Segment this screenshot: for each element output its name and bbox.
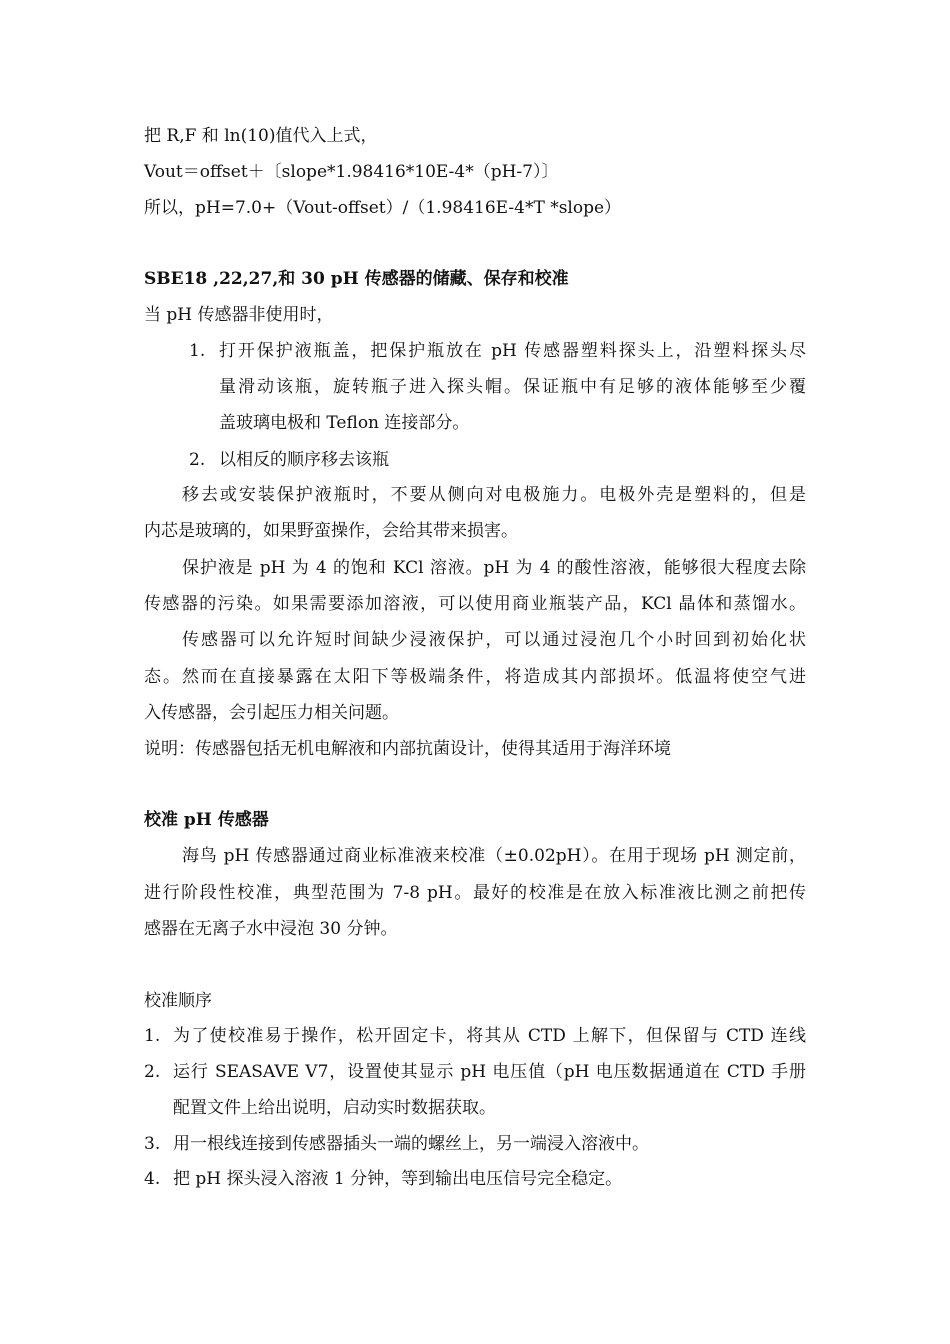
storage-step-1-line-3: 盖玻璃电极和 Teflon 连接部分。	[219, 413, 470, 433]
calibration-para-line-3: 感器在无离子水中浸泡 30 分钟。	[144, 919, 398, 939]
calibration-step-2-line-2: 配置文件上给出说明，启动实时数据获取。	[173, 1098, 496, 1118]
storage-step-1-line-2: 量滑动该瓶，旋转瓶子进入探头帽。保证瓶中有足够的液体能够至少覆	[219, 377, 806, 397]
calibration-step-2-line-1: 运行 SEASAVE V7，设置使其显示 pH 电压值（pH 电压数据通道在 CTD 手册	[173, 1062, 806, 1082]
storage-step-2-line-1: 以相反的顺序移去该瓶	[219, 450, 389, 470]
formula-line-1: 把 R,F 和 ln(10)值代入上式，	[144, 126, 378, 146]
storage-para-3-line-1: 传感器可以允许短时间缺少浸液保护，可以通过浸泡几个小时回到初始化状	[182, 630, 806, 650]
calibration-para-line-2: 进行阶段性校准，典型范围为 7-8 pH。最好的校准是在放入标准液比测之前把传	[144, 883, 806, 903]
calibration-step-3-number: 3.	[144, 1134, 161, 1154]
formula-line-2: Vout＝offset＋〔slope*1.98416*10E-4*（pH-7）〕	[144, 162, 559, 182]
storage-para-1-line-2: 内芯是玻璃的，如果野蛮操作，会给其带来损害。	[144, 521, 518, 541]
storage-para-2-line-1: 保护液是 pH 为 4 的饱和 KCl 溶液。pH 为 4 的酸性溶液，能够很大程度去除	[182, 558, 806, 578]
storage-para-2-line-2: 传感器的污染。如果需要添加溶液，可以使用商业瓶装产品，KCl 晶体和蒸馏水。	[144, 594, 806, 614]
storage-para-1-line-1: 移去或安装保护液瓶时，不要从侧向对电极施力。电极外壳是塑料的，但是	[182, 485, 806, 505]
storage-para-3-line-3: 入传感器，会引起压力相关问题。	[144, 703, 399, 723]
calibration-para-line-1: 海鸟 pH 传感器通过商业标准液来校准（±0.02pH）。在用于现场 pH 测定前，	[182, 846, 806, 866]
formula-line-3: 所以，pH=7.0+（Vout-offset）/（1.98416E-4*T *slope）	[144, 198, 622, 218]
storage-step-2-number: 2.	[189, 450, 206, 470]
calibration-step-4-line-1: 把 pH 探头浸入溶液 1 分钟，等到输出电压信号完全稳定。	[173, 1169, 623, 1189]
calibration-sequence-title: 校准顺序	[144, 991, 212, 1011]
storage-heading: SBE18 ,22,27,和 30 pH 传感器的储藏、保存和校准	[144, 269, 569, 289]
storage-note: 说明：传感器包括无机电解液和内部抗菌设计，使得其适用于海洋环境	[144, 739, 671, 759]
calibration-step-1-number: 1.	[144, 1026, 161, 1046]
calibration-step-3-line-1: 用一根线连接到传感器插头一端的螺丝上，另一端浸入溶液中。	[173, 1134, 649, 1154]
storage-step-1-line-1: 打开保护液瓶盖，把保护瓶放在 pH 传感器塑料探头上，沿塑料探头尽	[219, 341, 806, 361]
calibration-heading: 校准 pH 传感器	[144, 810, 269, 830]
storage-intro: 当 pH 传感器非使用时，	[144, 305, 334, 325]
calibration-step-2-number: 2.	[144, 1062, 161, 1082]
storage-para-3-line-2: 态。然而在直接暴露在太阳下等极端条件，将造成其内部损坏。低温将使空气进	[144, 667, 806, 687]
calibration-step-4-number: 4.	[144, 1169, 161, 1189]
storage-step-1-number: 1.	[189, 341, 206, 361]
calibration-step-1-line-1: 为了使校准易于操作，松开固定卡，将其从 CTD 上解下，但保留与 CTD 连线	[173, 1026, 806, 1046]
